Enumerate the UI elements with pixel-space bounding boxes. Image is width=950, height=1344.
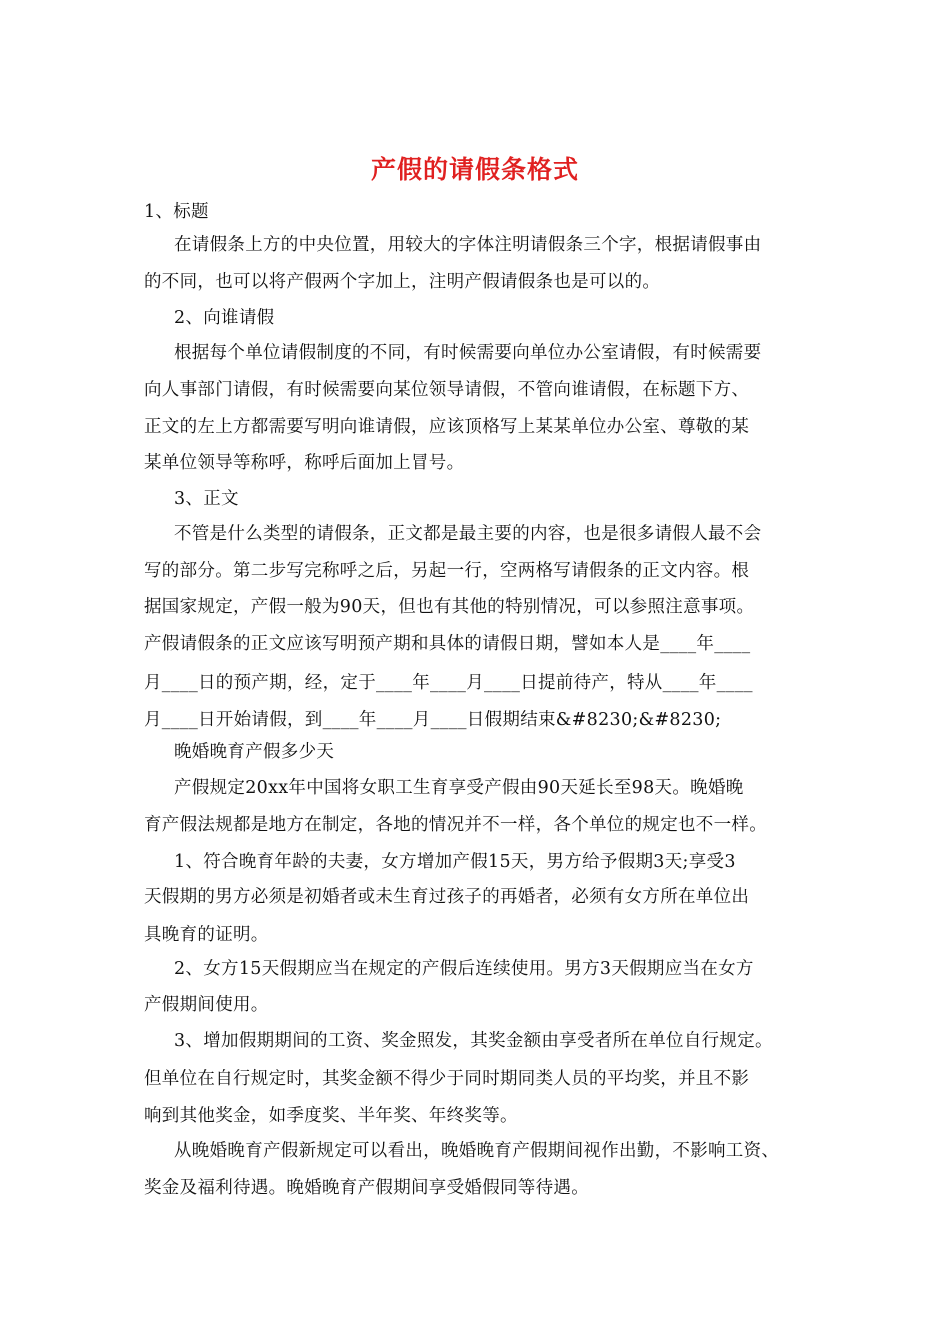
paragraph-line: 具晚育的证明。: [144, 925, 269, 945]
paragraph-line: 响到其他奖金，如季度奖、半年奖、年终奖等。: [144, 1106, 518, 1126]
paragraph-line: 产假期间使用。: [144, 995, 269, 1015]
paragraph-line: 据国家规定，产假一般为90天，但也有其他的特别情况，可以参照注意事项。: [144, 597, 755, 617]
paragraph-line: 产假请假条的正文应该写明预产期和具体的请假日期，譬如本人是____年____: [144, 634, 751, 654]
paragraph-line: 向人事部门请假，有时候需要向某位领导请假，不管向谁请假，在标题下方、: [144, 380, 750, 400]
paragraph-line: 根据每个单位请假制度的不同，有时候需要向单位办公室请假，有时候需要: [174, 343, 762, 363]
paragraph-line: 写的部分。第二步写完称呼之后，另起一行，空两格写请假条的正文内容。根: [144, 561, 750, 581]
paragraph-line: 在请假条上方的中央位置，用较大的字体注明请假条三个字，根据请假事由: [174, 235, 762, 255]
paragraph-line: 从晚婚晚育产假新规定可以看出，晚婚晚育产假期间视作出勤，不影响工资、: [174, 1141, 780, 1161]
heading-title-section: 1、标题: [144, 202, 209, 222]
paragraph-line: 1、符合晚育年龄的夫妻，女方增加产假15天，男方给予假期3天;享受3: [174, 852, 736, 872]
document-title: 产假的请假条格式: [370, 155, 579, 184]
paragraph-line: 奖金及福利待遇。晚婚晚育产假期间享受婚假同等待遇。: [144, 1178, 589, 1198]
paragraph-line: 3、增加假期期间的工资、奖金照发，其奖金额由享受者所在单位自行规定。: [174, 1031, 773, 1051]
paragraph-line: 2、女方15天假期应当在规定的产假后连续使用。男方3天假期应当在女方: [174, 959, 754, 979]
paragraph-line: 月____日的预产期，经，定于____年____月____日提前待产，特从____年____: [144, 673, 753, 693]
paragraph-line: 正文的左上方都需要写明向谁请假，应该顶格写上某某单位办公室、尊敬的某: [144, 417, 750, 437]
heading-body-section: 3、正文: [174, 489, 239, 509]
paragraph-line: 产假规定20xx年中国将女职工生育享受产假由90天延长至98天。晚婚晚: [174, 778, 744, 798]
paragraph-line: 但单位在自行规定时，其奖金额不得少于同时期同类人员的平均奖，并且不影: [144, 1069, 750, 1089]
paragraph-line: 月____日开始请假，到____年____月____日假期结束&#8230;&#8230;: [144, 710, 722, 730]
heading-recipient-section: 2、向谁请假: [174, 308, 275, 328]
paragraph-line: 育产假法规都是地方在制定，各地的情况并不一样，各个单位的规定也不一样。: [144, 815, 767, 835]
heading-late-birth-leave: 晚婚晚育产假多少天: [174, 742, 335, 762]
paragraph-line: 某单位领导等称呼，称呼后面加上冒号。: [144, 453, 465, 473]
paragraph-line: 的不同，也可以将产假两个字加上，注明产假请假条也是可以的。: [144, 272, 661, 292]
paragraph-line: 不管是什么类型的请假条，正文都是最主要的内容，也是很多请假人最不会: [174, 524, 762, 544]
paragraph-line: 天假期的男方必须是初婚者或未生育过孩子的再婚者，必须有女方所在单位出: [144, 887, 750, 907]
